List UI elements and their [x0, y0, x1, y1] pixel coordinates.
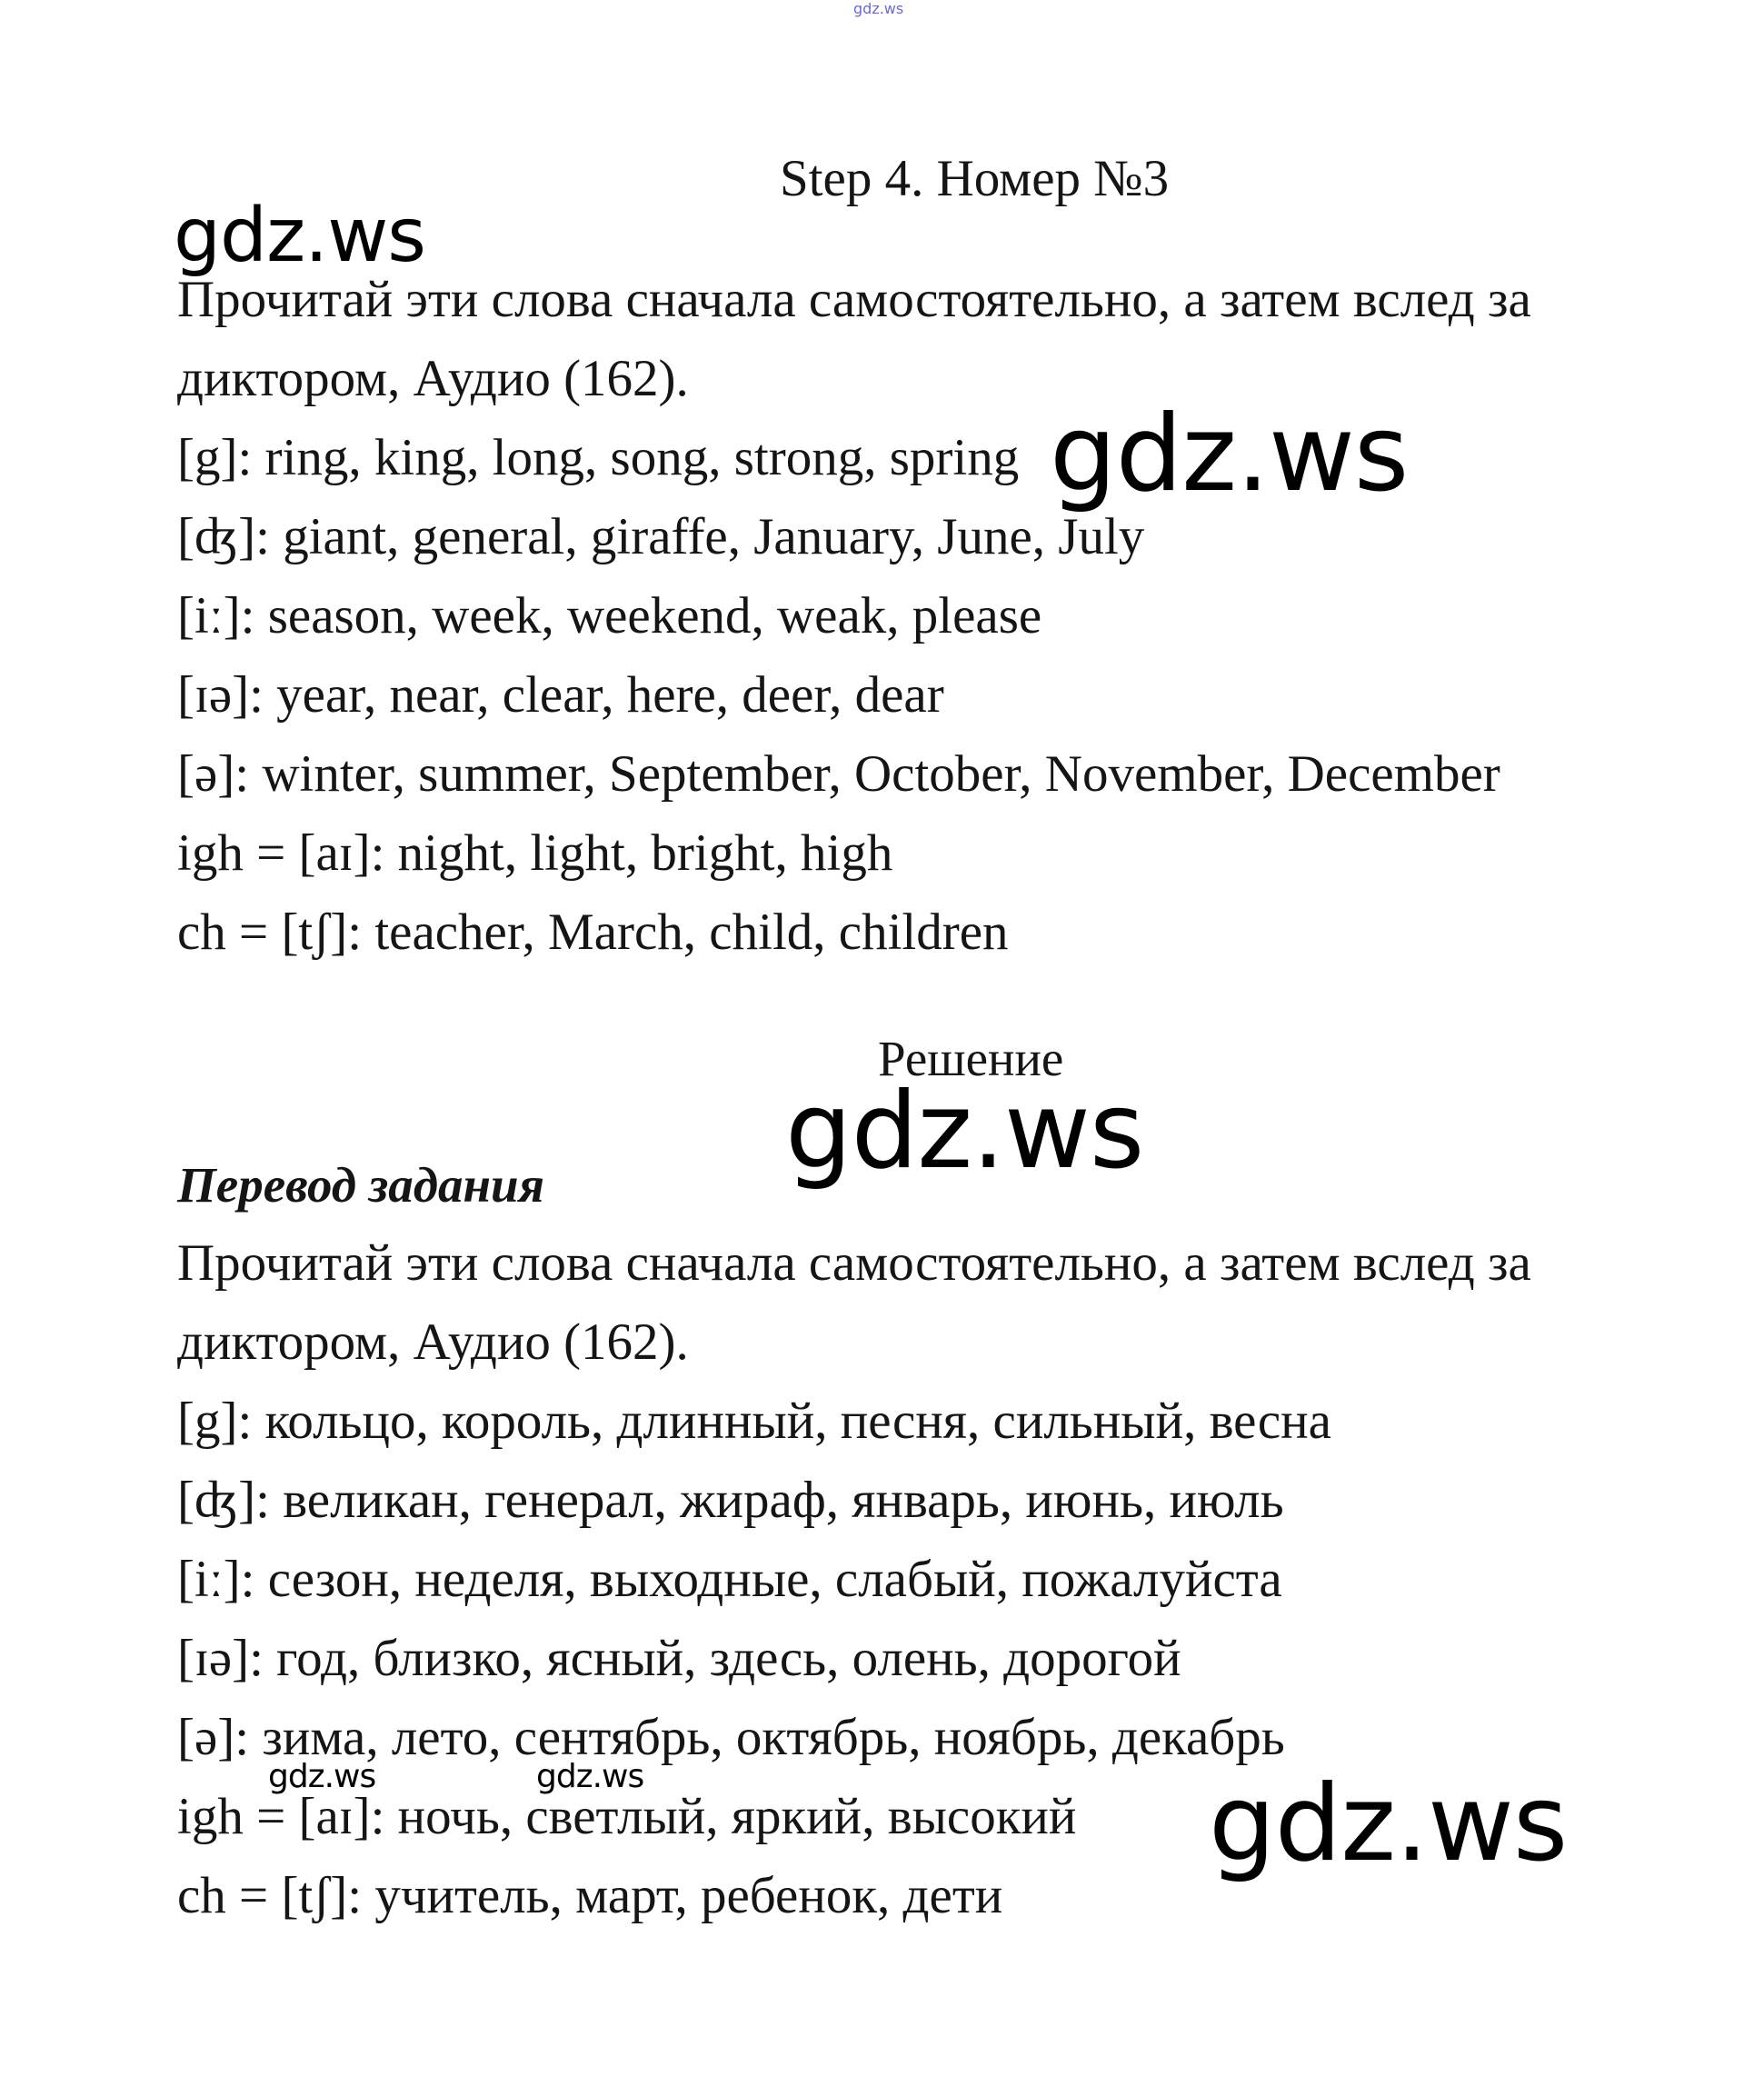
- translation-instruction-line-2: диктором, Аудио (162).: [177, 1313, 689, 1371]
- page-title: Step 4. Номер №3: [780, 150, 1170, 207]
- watermark: gdz.ws: [1050, 393, 1409, 515]
- task-word-line-igh: igh = [aɪ]: night, light, bright, high: [177, 824, 893, 882]
- translation-word-line-ie: [ɪə]: год, близко, ясный, здесь, олень, дорогой: [177, 1630, 1181, 1687]
- translation-word-line-dz: [ʤ]: великан, генерал, жираф, январь, июнь, июль: [177, 1472, 1284, 1529]
- translation-subheading: Перевод задания: [177, 1157, 544, 1213]
- task-word-line-i: [iː]: season, week, weekend, weak, please: [177, 587, 1042, 644]
- watermark-top: gdz.ws: [853, 0, 904, 17]
- solution-heading: Решение: [878, 1031, 1064, 1086]
- task-instruction-line-1: Прочитай эти слова сначала самостоятельно, а затем вслед за: [177, 271, 1531, 328]
- watermark: gdz.ws: [785, 1070, 1144, 1193]
- translation-word-line-g: [g]: кольцо, король, длинный, песня, сильный, весна: [177, 1393, 1331, 1450]
- translation-word-line-ch: ch = [tʃ]: учитель, март, ребенок, дети: [177, 1867, 1003, 1924]
- translation-instruction-line-1: Прочитай эти слова сначала самостоятельно, а затем вслед за: [177, 1234, 1531, 1292]
- task-word-line-ch: ch = [tʃ]: teacher, March, child, children: [177, 904, 1009, 961]
- translation-word-line-igh: igh = [aɪ]: ночь, светлый, яркий, высокий: [177, 1788, 1077, 1845]
- watermark: gdz.ws: [1209, 1762, 1568, 1885]
- watermark: gdz.ws: [536, 1758, 644, 1795]
- task-word-line-schwa: [ə]: winter, summer, September, October, November, December: [177, 745, 1500, 803]
- watermark: gdz.ws: [268, 1758, 376, 1795]
- task-word-line-ie: [ɪə]: year, near, clear, here, deer, dear: [177, 666, 944, 724]
- task-word-line-g: [g]: ring, king, long, song, strong, spring: [177, 429, 1020, 486]
- task-word-line-dz: [ʤ]: giant, general, giraffe, January, June, July: [177, 508, 1145, 565]
- translation-word-line-i: [iː]: сезон, неделя, выходные, слабый, пожалуйста: [177, 1551, 1282, 1608]
- translation-word-line-schwa: [ə]: зима, лето, сентябрь, октябрь, ноябрь, декабрь: [177, 1709, 1285, 1766]
- watermark: gdz.ws: [174, 193, 425, 279]
- task-instruction-line-2: диктором, Аудио (162).: [177, 350, 689, 407]
